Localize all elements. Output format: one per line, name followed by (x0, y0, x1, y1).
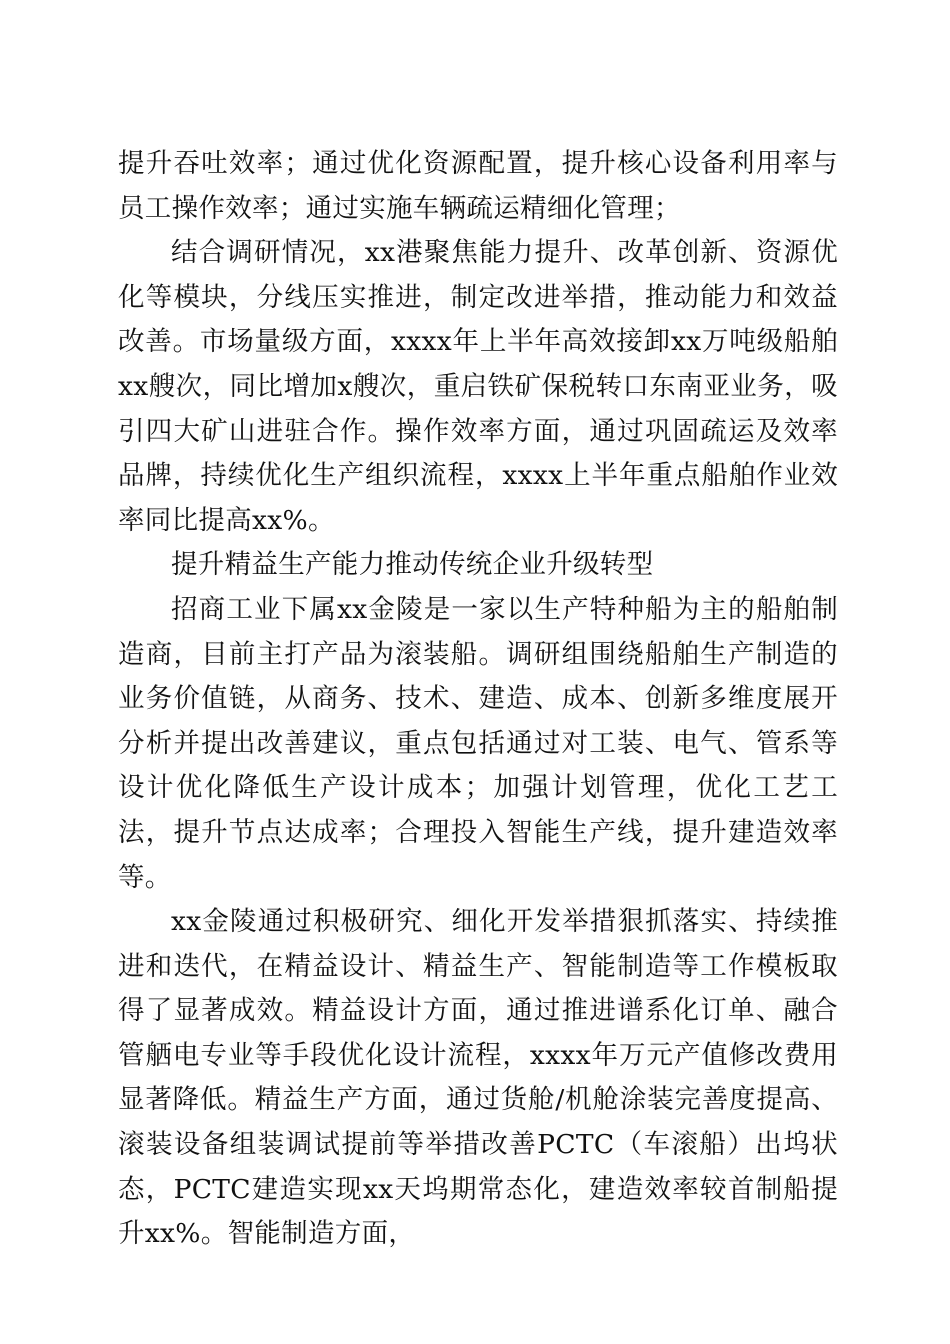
paragraph-shipbuilding-intro: 招商工业下属xx金陵是一家以生产特种船为主的船舶制造商，目前主打产品为滚装船。调研组围绕船舶生产制造的业务价值链，从商务、技术、建造、成本、创新多维度展开分析并提出改善建议，重点包括通过对工装、电气、管系等设计优化降低生产设计成本；加强计划管理，优化工艺工法，提升节点达成率；合理投入智能生产线，提升建造效率等。 (118, 593, 838, 893)
paragraph-continuation: 提升吞吐效率；通过优化资源配置，提升核心设备利用率与员工操作效率；通过实施车辆疏运精细化管理； (118, 148, 838, 224)
section-heading: 提升精益生产能力推动传统企业升级转型 (171, 549, 654, 581)
paragraph-port-research: 结合调研情况，xx港聚焦能力提升、改革创新、资源优化等模块，分线压实推进，制定改进举措，推动能力和效益改善。市场量级方面，xxxx年上半年高效接卸xx万吨级船舶xx艘次，同比增加x艘次，重启铁矿保税转口东南亚业务，吸引四大矿山进驻合作。操作效率方面，通过巩固疏运及效率品牌，持续优化生产组织流程，xxxx上半年重点船舶作业效率同比提高xx%。 (118, 237, 838, 536)
document-body (118, 142, 838, 1257)
paragraph-shipbuilding-results: xx金陵通过积极研究、细化开发举措狠抓落实、持续推进和迭代，在精益设计、精益生产、智能制造等工作模板取得了显著成效。精益设计方面，通过推进谱系化订单、融合管舾电专业等手段优化设计流程，xxxx年万元产值修改费用显著降低。精益生产方面，通过货舱/机舱涂装完善度提高、滚装设备组装调试提前等举措改善PCTC（车滚船）出坞状态，PCTC建造实现xx天坞期常态化，建造效率较首制船提升xx%。智能制造方面， (118, 906, 838, 1250)
